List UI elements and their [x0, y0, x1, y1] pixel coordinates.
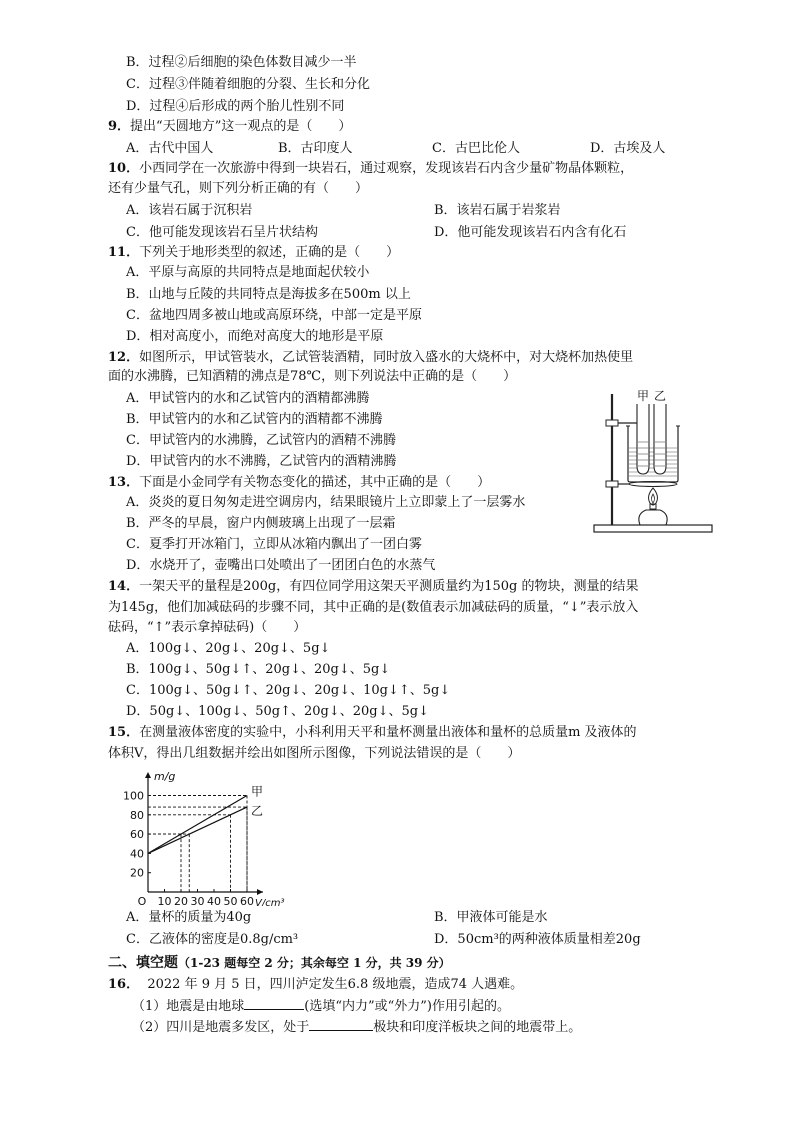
test-tube-jia: [637, 404, 649, 474]
q12-option-a: A．甲试管内的水和乙试管内的酒精都沸腾: [126, 391, 370, 406]
x-tick-label: 30: [190, 895, 205, 906]
q14-option-d: D．50g↓、100g↓、50g↑、20g↓、20g↓、5g↓: [126, 704, 429, 719]
q15-stem-line2: 体积V，得出几组数据并绘出如图所示图像，下列说法错误的是（ ）: [108, 746, 521, 761]
q14-stem-line1: 14．一架天平的量程是200g，有四位同学用这架天平测质量约为150g 的物块，测量的结果: [108, 579, 639, 594]
q16-stem: 16． 2022 年 9 月 5 日，四川泸定发生6.8 级地震，造成74 人遇难。: [108, 977, 524, 992]
q16-part1: （1）地震是由地球 (选填“内力”或“外力”)作用引起的。: [132, 999, 511, 1014]
q11-option-d: D．相对高度小，而绝对高度大的地形是平原: [126, 329, 384, 344]
x-tick-label: 10: [157, 895, 172, 906]
series-label-2: 乙: [251, 804, 264, 819]
q12-stem-line2: 面的水沸腾，已知酒精的沸点是78℃，则下列说法中正确的是（ ）: [108, 369, 517, 384]
q14-option-b: B．100g↓、50g↓↑、20g↓、20g↓、5g↓: [126, 662, 391, 677]
alcohol-lamp: [639, 510, 667, 525]
q16-part2: （2）四川是地震多发区，处于 极块和印度洋板块之间的地震带上。: [132, 1020, 582, 1035]
q14-option-a: A．100g↓、20g↓、20g↓、5g↓: [126, 641, 331, 656]
series-line-2: [148, 807, 247, 853]
q10-stem-line2: 还有少量气孔，则下列分析正确的有（ ）: [108, 181, 369, 196]
q9-option-a: A．古代中国人: [126, 141, 214, 156]
q8-option-c: C．过程③伴随着细胞的分裂、生长和分化: [126, 77, 370, 92]
q10-option-a: A．该岩石属于沉积岩: [126, 203, 253, 218]
q15-option-c: C．乙液体的密度是0.8g/cm³: [126, 932, 299, 947]
mass-volume-chart: [112, 766, 342, 906]
q12-option-c: C．甲试管内的水沸腾，乙试管内的酒精不沸腾: [126, 433, 396, 448]
y-axis-arrow: [145, 772, 151, 778]
q15-option-b: B．甲液体可能是水: [434, 910, 548, 925]
q13-stem: 13．下面是小金同学有关物态变化的描述，其中正确的是（ ）: [108, 475, 491, 490]
x-axis-label: V/cm³: [255, 898, 285, 906]
q11-option-c: C．盆地四周多被山地或高原环绕，中部一定是平原: [126, 308, 422, 323]
q8-option-d: D．过程④后形成的两个胎儿性别不同: [126, 99, 345, 114]
q11-stem: 11．下列关于地形类型的叙述，正确的是（ ）: [108, 245, 400, 260]
beaker: [628, 426, 678, 482]
q9-option-b: B．古印度人: [278, 141, 353, 156]
y-axis-label: m/g: [154, 770, 176, 783]
q11-option-a: A．平原与高原的共同特点是地面起伏较小: [126, 265, 370, 280]
x-tick-label: 60: [240, 895, 254, 906]
x-tick-label: 20: [174, 895, 188, 906]
q15-option-a: A．量杯的质量为40g: [126, 910, 252, 925]
q10-option-c: C．他可能发现该岩石呈片状结构: [126, 225, 318, 240]
q13-option-d: D．水烧开了，壶嘴出口处喷出了一团团白色的水蒸气: [126, 558, 436, 573]
q12-option-b: B．甲试管内的水和乙试管内的酒精都不沸腾: [126, 412, 383, 427]
y-tick-label: 40: [130, 847, 144, 861]
label-jia: 甲: [637, 389, 650, 403]
y-tick-label: 80: [130, 808, 144, 822]
q14-stem-line3: 砝码，“↑”表示拿掉砝码)（ ）: [108, 620, 307, 635]
q11-option-b: B．山地与丘陵的共同特点是海拔多在500m 以上: [126, 287, 411, 302]
q13-option-a: A．炎炎的夏日匆匆走进空调房内，结果眼镜片上立即蒙上了一层雾水: [126, 495, 526, 510]
q13-option-b: B．严冬的早晨，窗户内侧玻璃上出现了一层霜: [126, 516, 396, 531]
q9-option-d: D．古埃及人: [590, 141, 666, 156]
label-yi: 乙: [654, 389, 667, 403]
q15-option-d: D．50cm³的两种液体质量相差20g: [434, 932, 641, 947]
q8-option-b: B．过程②后细胞的染色体数目减少一半: [126, 55, 357, 70]
y-tick-label: 20: [130, 866, 144, 880]
test-tube-yi: [654, 404, 666, 474]
x-axis-arrow: [257, 889, 263, 895]
q9-stem: 9．提出“天圆地方”这一观点的是（ ）: [108, 119, 352, 134]
q9-option-c: C．古巴比伦人: [432, 141, 520, 156]
q12-option-d: D．甲试管内的水不沸腾，乙试管内的酒精沸腾: [126, 454, 397, 469]
answer-blank-2[interactable]: [309, 1018, 373, 1031]
q10-option-b: B．该岩石属于岩浆岩: [434, 203, 561, 218]
section-heading: 二、填空题（1-23 题每空 2 分；其余每空 1 分，共 39 分）: [108, 955, 451, 971]
y-tick-label: 100: [123, 789, 144, 803]
q14-option-c: C．100g↓、50g↓↑、20g↓、20g↓、10g↓↑、5g↓: [126, 683, 451, 698]
series-line-1: [148, 796, 247, 854]
x-tick-label: 40: [207, 895, 221, 906]
x-tick-label: 50: [223, 895, 238, 906]
series-label-1: 甲: [251, 784, 264, 799]
answer-blank-1[interactable]: [244, 997, 304, 1010]
q10-option-d: D．他可能发现该岩石内含有化石: [434, 225, 627, 240]
q10-stem-line1: 10．小西同学在一次旅游中得到一块岩石，通过观察，发现该岩石内含少量矿物晶体颗粒，: [108, 161, 634, 176]
q15-stem-line1: 15．在测量液体密度的实验中，小科利用天平和量杯测量出液体和量杯的总质量m 及液体的: [108, 725, 637, 740]
q12-stem-line1: 12．如图所示，甲试管装水，乙试管装酒精，同时放入盛水的大烧杯中，对大烧杯加热使里: [108, 350, 634, 365]
q14-stem-line2: 为145g，他们加减砝码的步骤不同，其中正确的是(数值表示加减砝码的质量，“↓”表示放入: [108, 600, 639, 615]
boiling-apparatus-figure: [592, 386, 722, 538]
q13-option-c: C．夏季打开冰箱门，立即从冰箱内飘出了一团白雾: [126, 537, 422, 552]
origin-label: O: [137, 895, 147, 906]
y-tick-label: 60: [130, 828, 144, 842]
stand-base: [594, 525, 712, 532]
